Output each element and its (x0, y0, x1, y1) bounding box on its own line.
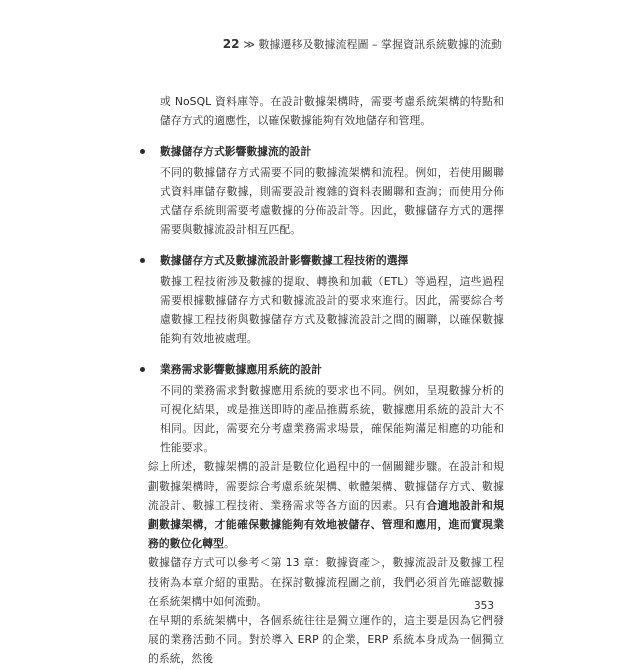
bullet-item (148, 360, 504, 457)
bullet-dot-icon (140, 367, 145, 372)
bullet-item (148, 251, 504, 348)
bullet-dot-icon (140, 258, 145, 263)
bullet-item (148, 142, 504, 239)
page-number: 353 (474, 600, 495, 612)
summary-text: 綜上所述，數據架構的設計是數位化過程中的一個關鍵步驟。在設計和規劃數據架構時，需要綜合考慮系統架構、軟體架構、數據儲存方式、數據流設計、數據工程技術、業務需求等各方面的因素。只有 (148, 460, 504, 512)
page-body (148, 92, 504, 669)
bullet-text: 不同的數據儲存方式需要不同的數據流架構和流程。例如，若使用關聯式資料庫儲存數據，則需要設計複雜的資料表關聯和查詢；而使用分佈式儲存系統則需要考慮數據的分佈設計等。因此，數據儲存方式的選擇需要與數據流設計相互匹配。 (160, 165, 504, 237)
reference-paragraph: 數據儲存方式可以參考＜第 13 章：數據資產＞，數據流設計及數據工程技術為本章介紹的重點。在探討數據流程圖之前，我們必須首先確認數據在系統架構中如何流動。 (148, 556, 504, 608)
bullet-title: 業務需求影響數據應用系統的設計 (160, 363, 322, 377)
bullet-title: 數據儲存方式及數據流設計影響數據工程技術的選擇 (160, 254, 409, 268)
running-header (223, 36, 502, 52)
chapter-title: ≫ 數據遷移及數據流程圖 – 掌握資訊系統數據的流動 (243, 38, 502, 51)
summary-emphasis: 合適地設計和規劃數據架構，才能確保數據能夠有效地被儲存、管理和應用，進而實現業務的數位化轉型 (148, 498, 504, 551)
summary-end: 。 (223, 537, 235, 551)
bullet-dot-icon (140, 149, 145, 154)
intro-paragraph: 或 NoSQL 資料庫等。在設計數據架構時，需要考慮系統架構的特點和儲存方式的適應性，以確保數據能夠有效地儲存和管理。 (160, 95, 504, 128)
summary-paragraph (148, 457, 504, 553)
bullet-title: 數據儲存方式影響數據流的設計 (160, 145, 312, 159)
bullet-text: 不同的業務需求對數據應用系統的要求也不同。例如，呈現數據分析的可視化結果，或是推送即時的產品推薦系統，數據應用系統的設計大不相同。因此，需要充分考慮業務需求場景，確保能夠滿足相應的功能和性能要求。 (160, 383, 504, 455)
chapter-number: 22 (222, 37, 240, 51)
bullet-text: 數據工程技術涉及數據的提取、轉換和加載（ETL）等過程，這些過程需要根據數據儲存方式和數據流設計的要求來進行。因此，需要綜合考慮數據工程技術與數據儲存方式及數據流設計之間的關聯，以確保數據能夠有效地被處理。 (160, 274, 504, 346)
history-paragraph: 在早期的系統架構中，各個系統往往是獨立運作的，這主要是因為它們發展的業務活動不同。對於導入 ERP 的企業，ERP 系統本身成為一個獨立的系統，然後 (148, 614, 504, 666)
